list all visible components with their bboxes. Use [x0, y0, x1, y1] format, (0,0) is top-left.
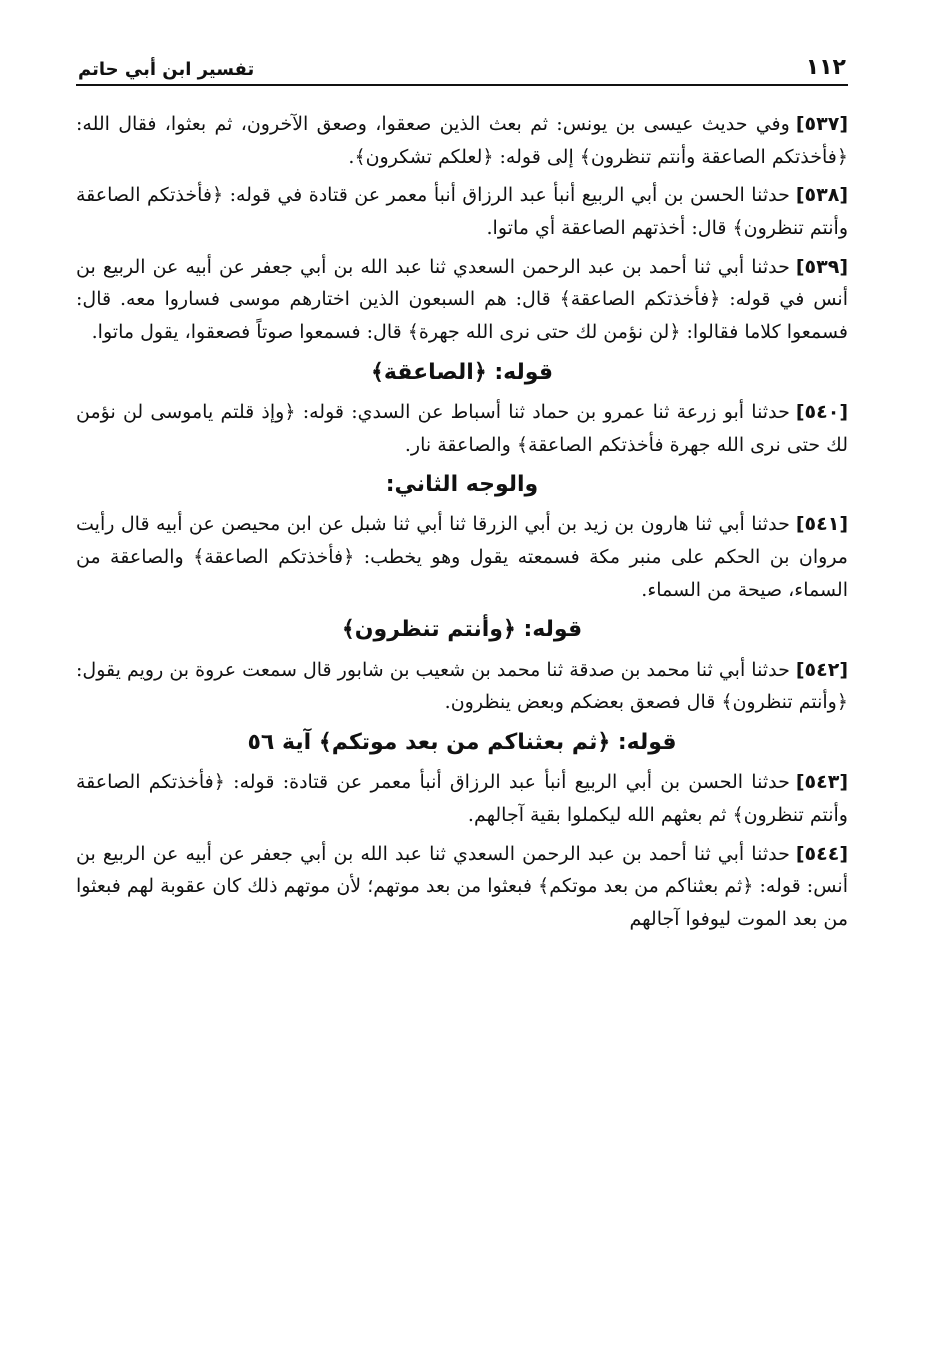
section-heading: قوله: ﴿وأنتم تنظرون﴾ [341, 617, 583, 643]
section-heading: والوجه الثاني: [385, 472, 539, 498]
narration-paragraph [76, 396, 848, 461]
running-header [76, 40, 848, 86]
narration-paragraph [76, 251, 848, 349]
narration-paragraph [76, 766, 848, 831]
narration-number: [٥٤١] [795, 513, 848, 536]
narration-text: حدثنا أبي ثنا أحمد بن عبد الرحمن السعدي ثنا عبد الله بن أبي جعفر عن أبيه عن الربيع بن أنس: قوله: ﴿ثم بعثناكم من بعد موتكم﴾ فبعثوا من بعد موتهم؛ لأن موتهم ذلك كان عقوبة لهم فبعثوا من بعد الموت ليوفوا آجالهم [76, 842, 848, 930]
narration-paragraph [76, 179, 848, 244]
narration-number: [٥٤٤] [795, 842, 848, 865]
narration-number: [٥٤٠] [795, 400, 848, 423]
narration-text: وفي حديث عيسى بن يونس: ثم بعث الذين صعقوا، وصعق الآخرون، ثم بعثوا، فقال الله: ﴿فأخذتكم الصاعقة وأنتم تنظرون﴾ إلى قوله: ﴿لعلكم تشكرون﴾. [76, 113, 848, 168]
narration-text: حدثنا أبي ثنا هارون بن زيد بن أبي الزرقا ثنا أبي ثنا شبل عن ابن محيصن عن أبيه قال رأيت مروان بن الحكم على منبر مكة فسمعته يقول وهو يخطب: ﴿فأخذتكم الصاعقة﴾ والصاعقة من السماء، صيحة من السماء. [76, 513, 848, 601]
narration-text: حدثنا الحسن بن أبي الربيع أنبأ عبد الرزاق أنبأ معمر عن قتادة في قوله: ﴿فأخذتكم الصاعقة وأنتم تنظرون﴾ قال: أخذتهم الصاعقة أي ماتوا. [76, 184, 848, 240]
narration-paragraph [76, 654, 848, 719]
narration-text: حدثنا أبي ثنا محمد بن صدقة ثنا محمد بن شعيب بن شابور قال سمعت عروة بن رويم يقول: ﴿وأنتم تنظرون﴾ قال فصعق بعضكم وبعض ينظرون. [76, 658, 848, 714]
narration-number: [٥٣٩] [795, 255, 848, 278]
section-heading: قوله: ﴿الصاعقة﴾ [371, 359, 553, 385]
narration-text: حدثنا الحسن بن أبي الربيع أنبأ عبد الرزاق أنبأ معمر عن قتادة: قوله: ﴿فأخذتكم الصاعقة وأنتم تنظرون﴾ ثم بعثهم الله ليكملوا بقية آجالهم. [76, 771, 848, 826]
narration-text: حدثنا أبو زرعة ثنا عمرو بن حماد ثنا أسباط عن السدي: قوله: ﴿وإذ قلتم ياموسى لن نؤمن لك حتى نرى الله جهرة فأخذتكم الصاعقة﴾ والصاعقة نار. [76, 400, 848, 456]
narration-number: [٥٣٧] [795, 113, 848, 135]
page-content [76, 108, 848, 936]
narration-number: [٥٣٨] [795, 184, 848, 207]
narration-paragraph [76, 838, 848, 936]
narration-number: [٥٤٢] [795, 658, 848, 681]
narration-text: حدثنا أبي ثنا أحمد بن عبد الرحمن السعدي ثنا عبد الله بن أبي جعفر عن أبيه عن الربيع بن أنس في قوله: ﴿فأخذتكم الصاعقة﴾ قال: هم السبعون الذين اختارهم موسى فساروا معه. قال: فسمعوا كلاما فقالوا: ﴿لن نؤمن لك حتى نرى الله جهرة﴾ قال: فسمعوا صوتاً فصعقوا، يقول ماتوا. [76, 255, 848, 344]
narration-number: [٥٤٣] [795, 771, 848, 794]
section-heading: قوله: ﴿ثم بعثناكم من بعد موتكم﴾ آية ٥٦ [247, 729, 677, 755]
narration-paragraph [76, 508, 848, 606]
page-number: ١١٢ [805, 55, 846, 80]
book-title: تفسير ابن أبي حاتم [78, 59, 255, 80]
narration-paragraph [76, 108, 848, 173]
book-page [76, 40, 848, 942]
